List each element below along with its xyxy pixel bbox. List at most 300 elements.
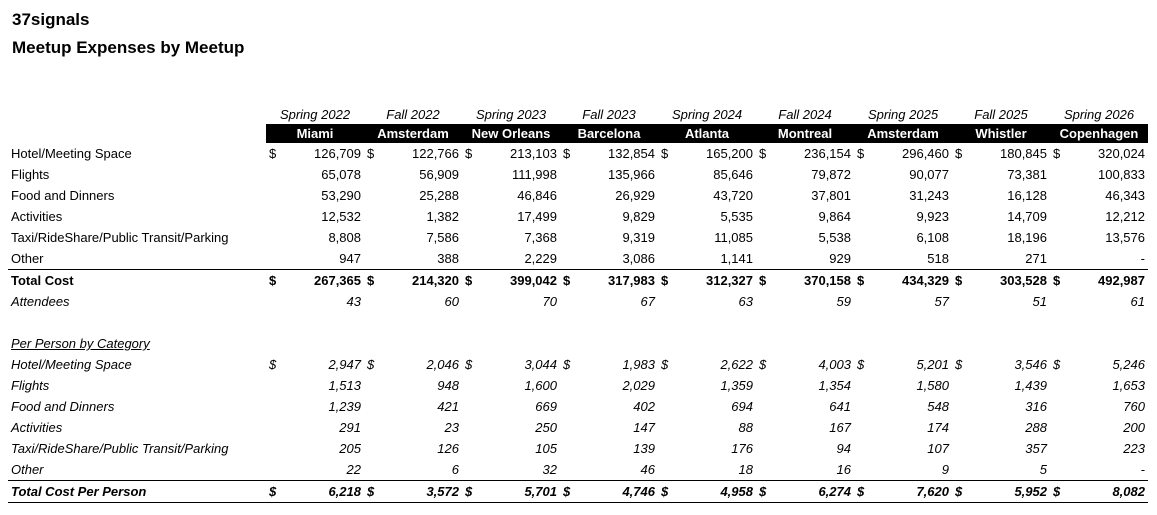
value-cell: 180,845 [1000, 146, 1047, 161]
value-cell: 12,212 [1105, 209, 1145, 224]
value-cell: 16,128 [1007, 188, 1047, 203]
value-cell: 46 [640, 462, 655, 477]
currency-symbol [560, 459, 575, 481]
currency-symbol [462, 375, 477, 396]
value-cell: 6,108 [916, 230, 949, 245]
currency-symbol [756, 459, 771, 481]
currency-symbol [462, 417, 477, 438]
city-label: Montreal [756, 124, 854, 143]
currency-symbol: $ [364, 270, 379, 292]
value-cell: 948 [437, 378, 459, 393]
expense-row [8, 248, 1148, 270]
currency-symbol: $ [661, 146, 669, 161]
row-label: Flights [11, 378, 50, 393]
value-cell: 60 [444, 294, 459, 309]
currency-symbol [364, 375, 379, 396]
currency-symbol: $ [952, 270, 967, 292]
value-cell: 1,382 [426, 209, 459, 224]
value-cell: 126,709 [314, 146, 361, 161]
season-label: Fall 2025 [974, 106, 1028, 122]
currency-symbol [266, 417, 281, 438]
currency-symbol [854, 164, 869, 185]
value-cell: 9,923 [916, 209, 949, 224]
city-label: Copenhagen [1050, 124, 1148, 143]
currency-symbol [756, 248, 771, 270]
currency-symbol: $ [269, 357, 277, 372]
currency-symbol: $ [661, 357, 669, 372]
value-cell: 31,243 [909, 188, 949, 203]
value-cell: 111,998 [511, 167, 557, 182]
value-cell: 5,538 [818, 230, 851, 245]
row-label: Total Cost Per Person [8, 481, 266, 503]
currency-symbol [756, 185, 771, 206]
currency-symbol [364, 227, 379, 248]
value-cell: 5,535 [720, 209, 753, 224]
currency-symbol [364, 396, 379, 417]
value-cell: 167 [829, 420, 851, 435]
currency-symbol [462, 227, 477, 248]
value-cell: 1,600 [524, 378, 557, 393]
currency-symbol [560, 417, 575, 438]
currency-symbol [266, 438, 281, 459]
value-cell: 59 [836, 294, 851, 309]
value-cell: 88 [738, 420, 753, 435]
value-cell: 1,141 [720, 251, 753, 266]
expenses-table [8, 104, 1148, 503]
season-label: Spring 2024 [671, 106, 743, 122]
city-label: Amsterdam [854, 124, 952, 143]
season-header-row [8, 104, 1148, 124]
value-cell: 43 [346, 294, 361, 309]
value-cell: 165,200 [706, 146, 753, 161]
currency-symbol [266, 375, 281, 396]
currency-symbol [658, 438, 673, 459]
value-cell: 291 [339, 420, 361, 435]
season-label: Fall 2024 [778, 106, 832, 122]
currency-symbol [756, 396, 771, 417]
value-cell: 14,709 [1007, 209, 1047, 224]
currency-symbol: $ [857, 146, 865, 161]
value-cell: 18 [738, 462, 753, 477]
currency-symbol: $ [465, 357, 473, 372]
total-cost-row [8, 270, 1148, 292]
currency-symbol [266, 396, 281, 417]
currency-symbol: $ [266, 481, 281, 503]
expense-row [8, 143, 1148, 164]
currency-symbol: $ [367, 146, 375, 161]
value-cell: 70 [542, 294, 557, 309]
value-cell: 53,290 [321, 188, 361, 203]
value-cell: 16 [836, 462, 851, 477]
currency-symbol [266, 206, 281, 227]
spacer-cell [8, 312, 1148, 333]
value-cell: 12,532 [321, 209, 361, 224]
value-cell: 5,246 [1112, 357, 1145, 372]
value-cell: 421 [437, 399, 459, 414]
currency-symbol [952, 459, 967, 481]
row-label: Total Cost [8, 270, 266, 292]
value-cell: 2,029 [622, 378, 655, 393]
currency-symbol [658, 185, 673, 206]
value-cell: 7,586 [426, 230, 459, 245]
value-cell: 316 [1025, 399, 1047, 414]
currency-symbol [462, 396, 477, 417]
value-cell: 6,274 [771, 481, 854, 503]
value-cell: 122,766 [412, 146, 459, 161]
currency-symbol: $ [563, 357, 571, 372]
city-label: Barcelona [560, 124, 658, 143]
value-cell: 147 [633, 420, 655, 435]
season-label: Spring 2022 [279, 106, 351, 122]
currency-symbol [658, 206, 673, 227]
currency-symbol [364, 185, 379, 206]
attendees-row [8, 291, 1148, 312]
currency-symbol [560, 375, 575, 396]
currency-symbol: $ [658, 481, 673, 503]
currency-symbol [854, 459, 869, 481]
value-cell: 296,460 [902, 146, 949, 161]
row-label: Hotel/Meeting Space [11, 357, 132, 372]
currency-symbol: $ [560, 270, 575, 292]
value-cell: 9,829 [622, 209, 655, 224]
value-cell: 139 [633, 441, 655, 456]
per-person-row [8, 354, 1148, 375]
city-label: Whistler [952, 124, 1050, 143]
value-cell: 1,354 [818, 378, 851, 393]
heading-fill [266, 333, 1148, 354]
row-label: Activities [11, 420, 63, 435]
value-cell: 22 [346, 462, 361, 477]
value-cell: 25,288 [419, 188, 459, 203]
value-cell: 79,872 [811, 167, 851, 182]
value-cell: 176 [731, 441, 753, 456]
currency-symbol [560, 396, 575, 417]
currency-symbol [854, 417, 869, 438]
value-cell: 1,439 [1014, 378, 1047, 393]
value-cell: 17,499 [517, 209, 557, 224]
value-cell: 9 [941, 462, 949, 477]
value-cell: 3,546 [1014, 357, 1047, 372]
expense-row [8, 227, 1148, 248]
value-cell: 132,854 [608, 146, 655, 161]
currency-symbol: $ [560, 481, 575, 503]
value-cell: 46,846 [517, 188, 557, 203]
value-cell: 5,201 [916, 357, 949, 372]
currency-symbol [1050, 164, 1065, 185]
value-cell: 694 [731, 399, 753, 414]
value-cell: 399,042 [477, 270, 560, 292]
report-title: Meetup Expenses by Meetup [12, 38, 245, 57]
value-cell: 1,239 [328, 399, 361, 414]
value-cell: 9,864 [818, 209, 851, 224]
value-cell: 303,528 [967, 270, 1050, 292]
currency-symbol [266, 459, 281, 481]
value-cell: 11,085 [714, 230, 753, 245]
currency-symbol [952, 248, 967, 270]
currency-symbol [364, 438, 379, 459]
season-label: Spring 2026 [1063, 106, 1135, 122]
value-cell: 4,746 [575, 481, 658, 503]
city-label: Miami [266, 124, 364, 143]
city-label: New Orleans [462, 124, 560, 143]
value-cell: 3,086 [622, 251, 655, 266]
value-cell: 73,381 [1007, 167, 1047, 182]
currency-symbol [1050, 248, 1065, 270]
currency-symbol [1050, 417, 1065, 438]
value-cell: 214,320 [379, 270, 462, 292]
value-cell: 1,653 [1112, 378, 1145, 393]
value-cell: 100,833 [1098, 167, 1145, 182]
value-cell: 669 [535, 399, 557, 414]
value-cell: 370,158 [771, 270, 854, 292]
currency-symbol [364, 206, 379, 227]
currency-symbol: $ [1053, 146, 1061, 161]
per-person-row [8, 375, 1148, 396]
row-label: Other [11, 251, 44, 266]
currency-symbol: $ [1050, 270, 1065, 292]
value-cell: 6,218 [281, 481, 364, 503]
currency-symbol [854, 438, 869, 459]
value-cell: 9,319 [622, 230, 655, 245]
currency-symbol: $ [952, 481, 967, 503]
value-cell: 126 [437, 441, 459, 456]
currency-symbol: $ [854, 270, 869, 292]
company-name: 37signals [12, 10, 90, 29]
city-label: Amsterdam [364, 124, 462, 143]
section-heading: Per Person by Category [11, 336, 150, 351]
value-cell: 518 [927, 251, 949, 266]
currency-symbol [364, 459, 379, 481]
value-cell: 46,343 [1105, 188, 1145, 203]
value-cell: 65,078 [321, 167, 361, 182]
value-cell: 2,947 [328, 357, 361, 372]
currency-symbol [266, 185, 281, 206]
value-cell: 5,952 [967, 481, 1050, 503]
currency-symbol: $ [854, 481, 869, 503]
currency-symbol [952, 396, 967, 417]
per-person-row [8, 459, 1148, 481]
row-label: Flights [11, 167, 50, 182]
value-cell: 492,987 [1065, 270, 1148, 292]
value-cell: - [1140, 251, 1145, 266]
city-label: Atlanta [658, 124, 756, 143]
currency-symbol [658, 164, 673, 185]
value-cell: 63 [738, 294, 753, 309]
season-label: Spring 2023 [475, 106, 547, 122]
value-cell: 174 [927, 420, 949, 435]
value-cell: 320,024 [1098, 146, 1145, 161]
value-cell: 3,572 [379, 481, 462, 503]
value-cell: 548 [927, 399, 949, 414]
header-spacer [8, 124, 266, 143]
value-cell: 7,620 [869, 481, 952, 503]
season-label: Fall 2022 [386, 106, 440, 122]
value-cell: 8,082 [1065, 481, 1148, 503]
value-cell: 236,154 [804, 146, 851, 161]
value-cell: 23 [444, 420, 459, 435]
currency-symbol [1050, 375, 1065, 396]
currency-symbol [952, 185, 967, 206]
currency-symbol: $ [759, 146, 767, 161]
value-cell: 56,909 [419, 167, 459, 182]
header-spacer [8, 104, 266, 124]
value-cell: 6 [451, 462, 459, 477]
currency-symbol: $ [955, 357, 963, 372]
currency-symbol [462, 248, 477, 270]
currency-symbol [560, 438, 575, 459]
currency-symbol [854, 185, 869, 206]
per-person-row [8, 417, 1148, 438]
currency-symbol [952, 164, 967, 185]
currency-symbol [658, 396, 673, 417]
currency-symbol: $ [367, 357, 375, 372]
currency-symbol [1050, 459, 1065, 481]
season-label: Fall 2023 [582, 106, 636, 122]
currency-symbol [756, 438, 771, 459]
currency-symbol [1050, 227, 1065, 248]
currency-symbol: $ [266, 270, 281, 292]
value-cell: 1,983 [622, 357, 655, 372]
value-cell: 213,103 [510, 146, 557, 161]
value-cell: 2,622 [720, 357, 753, 372]
value-cell: 947 [339, 251, 361, 266]
value-cell: 1,513 [328, 378, 361, 393]
currency-symbol [952, 417, 967, 438]
currency-symbol [1050, 438, 1065, 459]
currency-symbol [1050, 396, 1065, 417]
currency-symbol [462, 459, 477, 481]
currency-symbol [462, 164, 477, 185]
currency-symbol: $ [756, 481, 771, 503]
value-cell: 26,929 [615, 188, 655, 203]
currency-symbol: $ [955, 146, 963, 161]
currency-symbol [364, 248, 379, 270]
currency-symbol: $ [462, 270, 477, 292]
currency-symbol [854, 206, 869, 227]
expense-row [8, 206, 1148, 227]
value-cell: 51 [1032, 294, 1047, 309]
currency-symbol [756, 227, 771, 248]
currency-symbol: $ [563, 146, 571, 161]
value-cell: 223 [1123, 441, 1145, 456]
row-label: Attendees [11, 294, 70, 309]
row-label: Food and Dinners [11, 399, 115, 414]
value-cell: 32 [542, 462, 557, 477]
currency-symbol [658, 459, 673, 481]
currency-symbol [462, 206, 477, 227]
value-cell: 37,801 [811, 188, 851, 203]
value-cell: 18,196 [1007, 230, 1047, 245]
row-label: Food and Dinners [11, 188, 115, 203]
currency-symbol: $ [364, 481, 379, 503]
value-cell: 312,327 [673, 270, 756, 292]
currency-symbol [364, 164, 379, 185]
value-cell: 135,966 [608, 167, 655, 182]
value-cell: 317,983 [575, 270, 658, 292]
value-cell: 4,003 [818, 357, 851, 372]
value-cell: 5,701 [477, 481, 560, 503]
value-cell: 2,046 [426, 357, 459, 372]
currency-symbol [756, 417, 771, 438]
currency-symbol: $ [658, 270, 673, 292]
value-cell: 90,077 [909, 167, 949, 182]
total-per-person-row [8, 481, 1148, 503]
currency-symbol [266, 164, 281, 185]
value-cell: 641 [829, 399, 851, 414]
currency-symbol: $ [759, 357, 767, 372]
value-cell: 43,720 [713, 188, 753, 203]
value-cell: 929 [829, 251, 851, 266]
currency-symbol [756, 164, 771, 185]
value-cell: 388 [437, 251, 459, 266]
currency-symbol [266, 227, 281, 248]
currency-symbol: $ [465, 146, 473, 161]
currency-symbol [560, 227, 575, 248]
currency-symbol [266, 248, 281, 270]
expense-row [8, 185, 1148, 206]
currency-symbol: $ [756, 270, 771, 292]
value-cell: 250 [535, 420, 557, 435]
value-cell: 205 [339, 441, 361, 456]
value-cell: 760 [1123, 399, 1145, 414]
spacer-row [8, 312, 1148, 333]
currency-symbol [462, 438, 477, 459]
currency-symbol: $ [1053, 357, 1061, 372]
value-cell: 402 [633, 399, 655, 414]
season-label: Spring 2025 [867, 106, 939, 122]
value-cell: 57 [934, 294, 949, 309]
value-cell: 13,576 [1105, 230, 1145, 245]
city-header-row [8, 124, 1148, 143]
value-cell: 1,580 [916, 378, 949, 393]
currency-symbol [560, 248, 575, 270]
currency-symbol [952, 206, 967, 227]
currency-symbol [952, 375, 967, 396]
row-label: Taxi/RideShare/Public Transit/Parking [11, 441, 229, 456]
value-cell: 288 [1025, 420, 1047, 435]
currency-symbol [560, 206, 575, 227]
currency-symbol [854, 227, 869, 248]
currency-symbol: $ [1050, 481, 1065, 503]
currency-symbol [1050, 206, 1065, 227]
value-cell: 94 [836, 441, 851, 456]
value-cell: 85,646 [713, 167, 753, 182]
value-cell: 267,365 [281, 270, 364, 292]
value-cell: 4,958 [673, 481, 756, 503]
currency-symbol [658, 375, 673, 396]
row-label: Hotel/Meeting Space [11, 146, 132, 161]
expense-row [8, 164, 1148, 185]
currency-symbol [658, 227, 673, 248]
currency-symbol [658, 248, 673, 270]
currency-symbol [952, 227, 967, 248]
per-person-row [8, 396, 1148, 417]
currency-symbol [658, 417, 673, 438]
value-cell: 2,229 [524, 251, 557, 266]
currency-symbol: $ [269, 146, 277, 161]
value-cell: 1,359 [720, 378, 753, 393]
value-cell: 271 [1025, 251, 1047, 266]
currency-symbol [560, 185, 575, 206]
value-cell: 61 [1130, 294, 1145, 309]
currency-symbol: $ [462, 481, 477, 503]
currency-symbol [854, 396, 869, 417]
value-cell: 200 [1123, 420, 1145, 435]
currency-symbol [462, 185, 477, 206]
currency-symbol: $ [857, 357, 865, 372]
value-cell: 5 [1039, 462, 1047, 477]
currency-symbol [364, 417, 379, 438]
